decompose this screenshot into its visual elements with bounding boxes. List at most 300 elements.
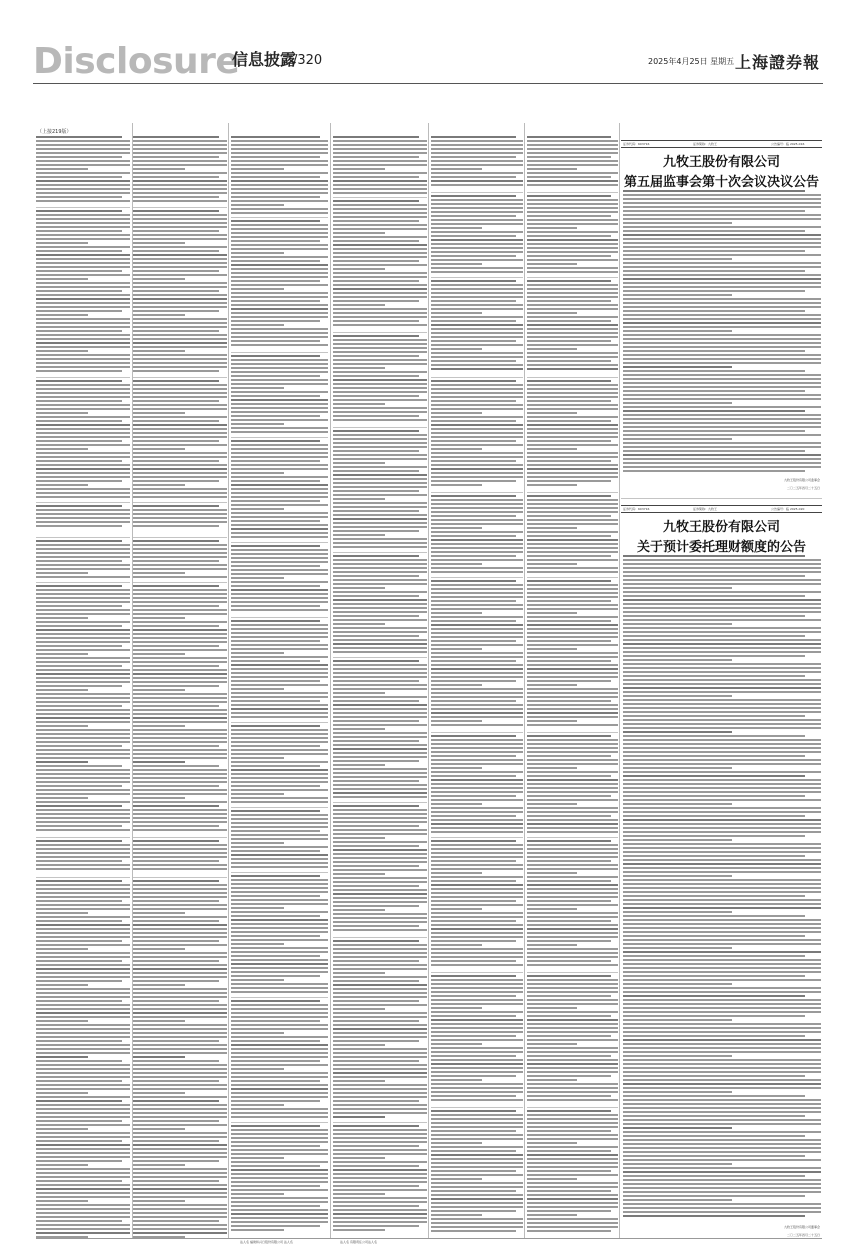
text-line	[623, 967, 821, 969]
text-line	[333, 526, 427, 528]
text-line	[133, 318, 227, 320]
text-line	[431, 259, 523, 261]
text-line	[231, 1004, 328, 1006]
text-line	[431, 308, 523, 310]
text-line	[36, 354, 130, 356]
text-line	[623, 943, 821, 945]
text-line	[333, 264, 427, 266]
text-line	[231, 196, 320, 198]
text-line	[231, 628, 328, 630]
text-line	[133, 1096, 227, 1098]
text-line	[36, 258, 130, 260]
text-line	[231, 1181, 328, 1183]
text-line	[231, 208, 328, 210]
notice-number: 公告编号：临 2025-020	[771, 507, 805, 511]
text-line	[133, 797, 185, 799]
text-line	[527, 1047, 618, 1049]
text-line	[431, 771, 523, 773]
text-line	[231, 516, 328, 518]
text-line	[231, 423, 284, 425]
text-line	[133, 964, 227, 966]
section-rule	[333, 937, 427, 938]
text-line	[231, 504, 328, 506]
text-block	[231, 620, 328, 720]
text-line	[36, 1132, 130, 1134]
text-line	[333, 1024, 427, 1026]
text-line	[231, 480, 320, 482]
text-line	[527, 227, 577, 229]
text-line	[623, 987, 821, 989]
text-line	[623, 378, 821, 380]
text-line	[623, 1119, 821, 1121]
text-line	[623, 350, 805, 352]
text-line	[36, 1100, 122, 1102]
text-line	[623, 286, 821, 288]
text-line	[36, 1224, 130, 1226]
text-line	[623, 707, 821, 709]
text-line	[231, 188, 328, 190]
text-line	[333, 486, 427, 488]
text-line	[231, 668, 328, 670]
text-line	[431, 868, 523, 870]
text-line	[333, 684, 427, 686]
text-line	[231, 1161, 328, 1163]
text-line	[431, 420, 516, 422]
text-line	[133, 593, 227, 595]
text-line	[133, 168, 185, 170]
text-line	[231, 923, 328, 925]
text-line	[623, 1195, 805, 1197]
text-line	[36, 673, 130, 675]
text-line	[333, 276, 427, 278]
text-line	[36, 813, 130, 815]
text-line	[623, 703, 821, 705]
text-line	[527, 432, 618, 434]
text-line	[431, 168, 482, 170]
text-line	[333, 466, 427, 468]
text-line	[623, 222, 732, 224]
text-line	[431, 144, 523, 146]
text-line	[231, 1108, 328, 1110]
text-line	[431, 388, 523, 390]
text-line	[231, 1028, 328, 1030]
text-line	[36, 1164, 88, 1166]
text-line	[623, 815, 805, 817]
text-line	[36, 214, 130, 216]
text-line	[527, 811, 618, 813]
text-line	[333, 1048, 427, 1050]
text-line	[333, 454, 427, 456]
company-name: 九牧王股份有限公司	[662, 520, 780, 535]
text-line	[431, 783, 523, 785]
text-line	[231, 160, 328, 162]
text-line	[36, 892, 130, 894]
text-line	[527, 1079, 577, 1081]
text-line	[133, 1080, 219, 1082]
text-line	[527, 831, 618, 833]
text-block	[333, 555, 427, 655]
text-line	[133, 346, 227, 348]
text-line	[133, 282, 227, 284]
text-line	[333, 502, 427, 504]
text-line	[133, 572, 185, 574]
text-line	[231, 276, 328, 278]
text-line	[36, 665, 122, 667]
text-line	[231, 140, 328, 142]
text-line	[431, 1099, 523, 1101]
text-line	[133, 258, 227, 260]
text-line	[431, 1071, 523, 1073]
text-line	[231, 640, 320, 642]
text-line	[133, 480, 219, 482]
section-rule	[527, 732, 618, 733]
text-line	[431, 1035, 516, 1037]
text-line	[333, 603, 427, 605]
text-line	[333, 236, 427, 238]
text-line	[231, 1149, 328, 1151]
text-line	[333, 280, 419, 282]
text-line	[133, 1156, 227, 1158]
text-line	[623, 366, 732, 368]
text-line	[133, 330, 219, 332]
text-line	[623, 214, 821, 216]
text-line	[231, 1205, 320, 1207]
text-line	[623, 879, 821, 881]
text-line	[231, 943, 284, 945]
text-line	[333, 555, 419, 557]
text-line	[133, 548, 227, 550]
text-line	[623, 679, 821, 681]
text-line	[623, 1075, 805, 1077]
text-line	[333, 708, 427, 710]
text-line	[431, 324, 523, 326]
text-line	[133, 362, 227, 364]
text-line	[36, 484, 88, 486]
text-line	[231, 1056, 328, 1058]
text-line	[431, 892, 523, 894]
text-line	[36, 274, 130, 276]
text-line	[333, 821, 427, 823]
text-line	[333, 841, 427, 843]
text-line	[527, 468, 618, 470]
text-line	[623, 851, 821, 853]
text-block	[231, 725, 328, 805]
text-line	[431, 763, 523, 765]
text-line	[527, 1126, 618, 1128]
text-line	[623, 755, 805, 757]
text-line	[36, 785, 122, 787]
text-line	[333, 1189, 427, 1191]
text-line	[231, 411, 328, 413]
text-line	[231, 781, 328, 783]
section-rule	[231, 872, 328, 873]
text-line	[333, 784, 427, 786]
text-line	[527, 271, 618, 273]
text-line	[431, 876, 523, 878]
text-line	[133, 388, 227, 390]
text-line	[231, 899, 328, 901]
text-line	[623, 699, 821, 701]
text-line	[333, 845, 419, 847]
text-line	[623, 242, 821, 244]
text-line	[36, 749, 130, 751]
text-line	[623, 1115, 805, 1117]
text-line	[527, 336, 618, 338]
text-line	[133, 1000, 219, 1002]
text-line	[133, 136, 219, 138]
text-line	[623, 559, 821, 561]
text-block	[231, 545, 328, 615]
text-line	[231, 801, 328, 803]
text-line	[333, 873, 385, 875]
text-line	[36, 1208, 130, 1210]
text-line	[431, 368, 523, 370]
text-line	[431, 696, 523, 698]
text-line	[527, 231, 618, 233]
text-line	[431, 912, 523, 914]
text-line	[431, 284, 523, 286]
text-line	[231, 1177, 328, 1179]
text-line	[231, 1116, 328, 1118]
text-line	[333, 1060, 419, 1062]
text-line	[333, 1141, 427, 1143]
text-line	[36, 330, 122, 332]
text-line	[36, 318, 130, 320]
text-line	[36, 896, 130, 898]
text-line	[231, 789, 328, 791]
text-line	[623, 1099, 821, 1101]
text-line	[431, 608, 523, 610]
text-line	[431, 1126, 523, 1128]
text-line	[623, 871, 821, 873]
text-line	[333, 599, 427, 601]
text-block	[431, 975, 523, 1105]
text-line	[36, 436, 130, 438]
text-line	[333, 619, 427, 621]
text-line	[133, 1016, 227, 1018]
text-line	[231, 184, 328, 186]
text-line	[36, 721, 130, 723]
text-line	[431, 499, 523, 501]
section-rule	[431, 377, 523, 378]
text-line	[333, 268, 385, 270]
text-line	[133, 384, 227, 386]
text-block	[333, 660, 427, 800]
text-line	[231, 749, 328, 751]
text-line	[527, 288, 618, 290]
text-line	[333, 984, 427, 986]
text-line	[623, 466, 821, 468]
text-line	[431, 948, 523, 950]
text-line	[133, 278, 185, 280]
text-line	[623, 931, 821, 933]
text-line	[231, 895, 320, 897]
section-rule	[431, 577, 523, 578]
text-line	[231, 512, 328, 514]
text-line	[623, 426, 821, 428]
text-line	[333, 518, 427, 520]
text-line	[133, 960, 219, 962]
text-line	[133, 326, 227, 328]
text-line	[623, 1035, 805, 1037]
text-line	[431, 1122, 523, 1124]
text-line	[431, 436, 523, 438]
text-line	[431, 872, 482, 874]
text-line	[527, 539, 618, 541]
text-line	[231, 1225, 320, 1227]
text-line	[333, 324, 427, 326]
text-line	[333, 813, 427, 815]
text-line	[231, 1092, 328, 1094]
text-block	[431, 195, 523, 275]
text-line	[623, 847, 821, 849]
text-line	[333, 1032, 427, 1034]
text-line	[133, 192, 227, 194]
text-line	[231, 148, 328, 150]
text-line	[431, 1154, 523, 1156]
text-line	[133, 1228, 227, 1230]
text-line	[623, 1031, 821, 1033]
text-line	[231, 939, 328, 941]
text-block	[133, 380, 227, 500]
text-line	[431, 819, 523, 821]
text-line	[527, 759, 618, 761]
text-line	[623, 1051, 821, 1053]
text-line	[133, 1032, 227, 1034]
text-line	[231, 1048, 328, 1050]
text-line	[527, 724, 618, 726]
text-line	[527, 755, 611, 757]
text-line	[133, 556, 227, 558]
text-line	[36, 884, 130, 886]
text-line	[431, 688, 523, 690]
text-line	[431, 720, 482, 722]
text-line	[527, 779, 618, 781]
text-line	[527, 940, 611, 942]
text-line	[36, 164, 130, 166]
text-line	[231, 624, 328, 626]
text-line	[333, 676, 427, 678]
text-line	[133, 540, 219, 542]
stock-code: 证券代码：603716	[623, 142, 650, 146]
text-line	[431, 664, 523, 666]
text-line	[36, 797, 88, 799]
text-line	[36, 1112, 130, 1114]
text-line	[333, 1064, 427, 1066]
text-line	[333, 1004, 427, 1006]
text-line	[36, 428, 130, 430]
text-line	[231, 288, 284, 290]
text-line	[527, 1015, 611, 1017]
text-line	[333, 972, 385, 974]
text-line	[36, 262, 130, 264]
text-line	[333, 1169, 427, 1171]
text-line	[623, 1163, 732, 1165]
section-rule	[133, 377, 227, 378]
text-line	[431, 848, 523, 850]
text-block	[431, 280, 523, 375]
text-line	[133, 601, 227, 603]
text-line	[231, 1024, 328, 1026]
text-line	[333, 252, 427, 254]
text-block	[527, 975, 618, 1105]
text-line	[333, 664, 427, 666]
text-line	[333, 988, 427, 990]
text-line	[36, 1020, 88, 1022]
text-line	[431, 292, 523, 294]
text-line	[231, 472, 284, 474]
text-line	[527, 704, 618, 706]
section-rule	[527, 377, 618, 378]
text-line	[431, 176, 516, 178]
text-line	[133, 968, 227, 970]
text-line	[133, 1132, 227, 1134]
text-line	[133, 856, 227, 858]
text-line	[623, 587, 732, 589]
text-line	[333, 917, 427, 919]
text-line	[527, 795, 611, 797]
text-line	[231, 212, 328, 214]
text-block	[333, 940, 427, 1120]
text-line	[231, 656, 328, 658]
text-line	[431, 408, 523, 410]
text-line	[333, 1036, 427, 1038]
text-line	[527, 1083, 618, 1085]
text-line	[36, 968, 130, 970]
text-line	[623, 859, 821, 861]
text-line	[431, 652, 523, 654]
text-line	[133, 306, 227, 308]
text-line	[133, 196, 219, 198]
text-line	[231, 200, 328, 202]
text-line	[333, 446, 427, 448]
text-line	[527, 1222, 618, 1224]
text-line	[527, 584, 618, 586]
text-line	[527, 456, 618, 458]
text-line	[623, 1019, 732, 1021]
text-line	[36, 218, 130, 220]
text-line	[133, 350, 185, 352]
text-line	[333, 672, 427, 674]
text-line	[36, 988, 130, 990]
text-line	[623, 438, 732, 440]
text-line	[133, 1124, 227, 1126]
text-line	[527, 956, 618, 958]
text-line	[231, 688, 284, 690]
text-line	[133, 665, 219, 667]
text-line	[133, 892, 227, 894]
text-line	[431, 559, 523, 561]
text-block	[527, 580, 618, 730]
text-line	[333, 530, 419, 532]
text-line	[333, 220, 419, 222]
text-line	[36, 777, 130, 779]
text-line	[333, 1221, 427, 1223]
text-line	[527, 563, 577, 565]
text-line	[527, 791, 618, 793]
text-line	[431, 1138, 523, 1140]
text-line	[36, 238, 130, 240]
text-line	[231, 1185, 320, 1187]
text-line	[431, 1110, 516, 1112]
text-line	[431, 219, 523, 221]
text-line	[333, 660, 419, 662]
text-line	[231, 268, 328, 270]
text-line	[431, 1194, 523, 1196]
text-line	[623, 358, 821, 360]
text-line	[333, 849, 427, 851]
text-line	[133, 1084, 227, 1086]
